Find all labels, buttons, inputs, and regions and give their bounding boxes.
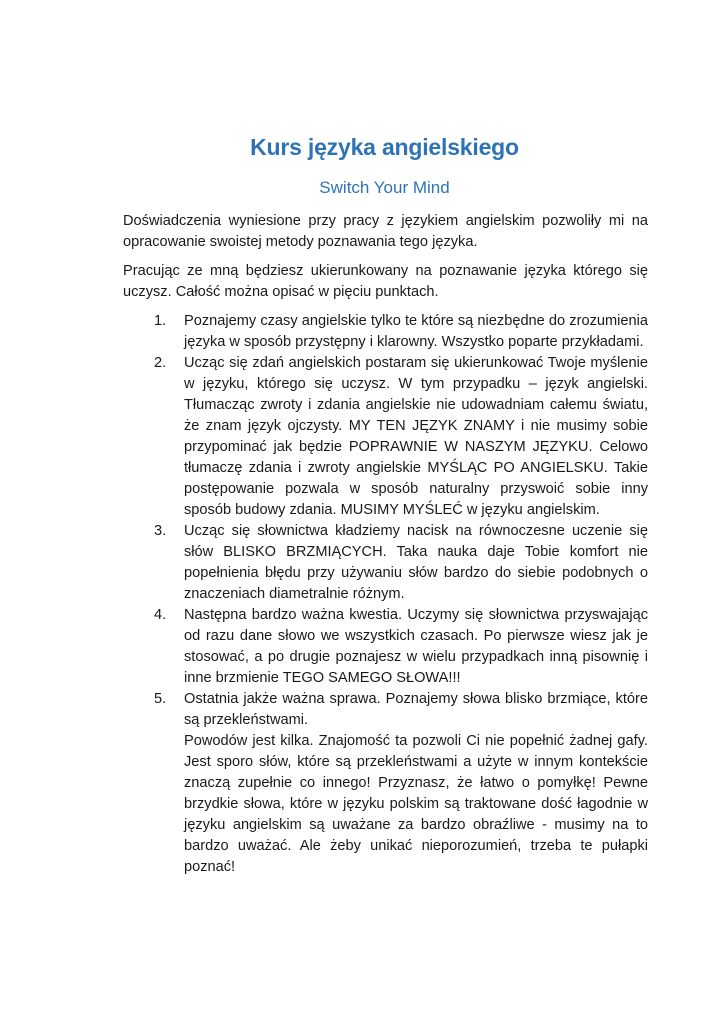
document-title: Kurs języka angielskiego xyxy=(250,134,519,160)
document-subtitle: Switch Your Mind xyxy=(319,178,450,197)
list-item-number: 5. xyxy=(154,691,167,707)
list-item-number: 3. xyxy=(154,523,167,539)
list-item-text: Następna bardzo ważna kwestia. Uczymy się słownictwa przyswajając od razu dane słowo we wszystkich czasach. Po pierwsze wiesz jak je stosować, a po drugie poznajesz w wielu przypadkach inną pisownię i inne brzmienie TEGO SAMEGO SŁOWA!!! xyxy=(184,607,648,686)
list-item xyxy=(123,353,648,521)
list-item-text: Ucząc się zdań angielskich postaram się ukierunkować Twoje myślenie w języku, którego się uczysz. W tym przypadku – język angielski. Tłumacząc zwroty i zdania angielskie nie udowadniam całemu światu, że znam język ojczysty. MY TEN JĘZYK ZNAMY i nie musimy sobie przypominać jak będzie POPRAWNIE W NASZYM JĘZYKU. Celowo tłumaczę zdania i zwroty angielskie MYŚLĄC PO ANGIELSKU. Takie postępowanie pozwala w sposób naturalny przyswoić sobie inny sposób budowy zdania. MUSIMY MYŚLEĆ w języku angielskim. xyxy=(184,355,648,518)
list-item-number: 4. xyxy=(154,607,167,623)
list-item-number: 2. xyxy=(154,355,167,371)
document-body xyxy=(123,211,648,878)
list-item-text-continued: Powodów jest kilka. Znajomość ta pozwoli Ci nie popełnić żadnej gafy. Jest sporo słów, które są przekleństwami a użyte w innym kontekście znaczą zupełnie co innego! Przyznasz, że łatwo o pomyłkę! Pewne brzydkie słowa, które w języku polskim są traktowane dość łagodnie w języku angielskim są uważane za bardzo obraźliwe - musimy na to bardzo uważać. Ale żeby unikać nieporozumień, trzeba te pułapki poznać! xyxy=(184,733,648,875)
list-item xyxy=(123,311,648,353)
points-list xyxy=(123,311,648,878)
intro-paragraph-1: Doświadczenia wyniesione przy pracy z językiem angielskim pozwoliły mi na opracowanie swoistej metody poznawania tego języka. xyxy=(123,213,648,250)
intro-paragraph-2: Pracując ze mną będziesz ukierunkowany na poznawanie języka którego się uczysz. Całość można opisać w pięciu punktach. xyxy=(123,263,648,300)
list-item-text: Poznajemy czasy angielskie tylko te które są niezbędne do zrozumienia języka w sposób przystępny i klarowny. Wszystko poparte przykładami. xyxy=(184,313,648,350)
list-item xyxy=(123,521,648,605)
list-item xyxy=(123,605,648,689)
list-item-number: 1. xyxy=(154,313,167,329)
list-item xyxy=(123,689,648,878)
list-item-text: Ostatnia jakże ważna sprawa. Poznajemy słowa blisko brzmiące, które są przekleństwami. xyxy=(184,691,648,728)
list-item-text: Ucząc się słownictwa kładziemy nacisk na równoczesne uczenie się słów BLISKO BRZMIĄCYCH. Taka nauka daje Tobie komfort nie popełnienia błędu przy używaniu słów bardzo do siebie podobnych o znaczeniach diametralnie różnym. xyxy=(184,523,648,602)
